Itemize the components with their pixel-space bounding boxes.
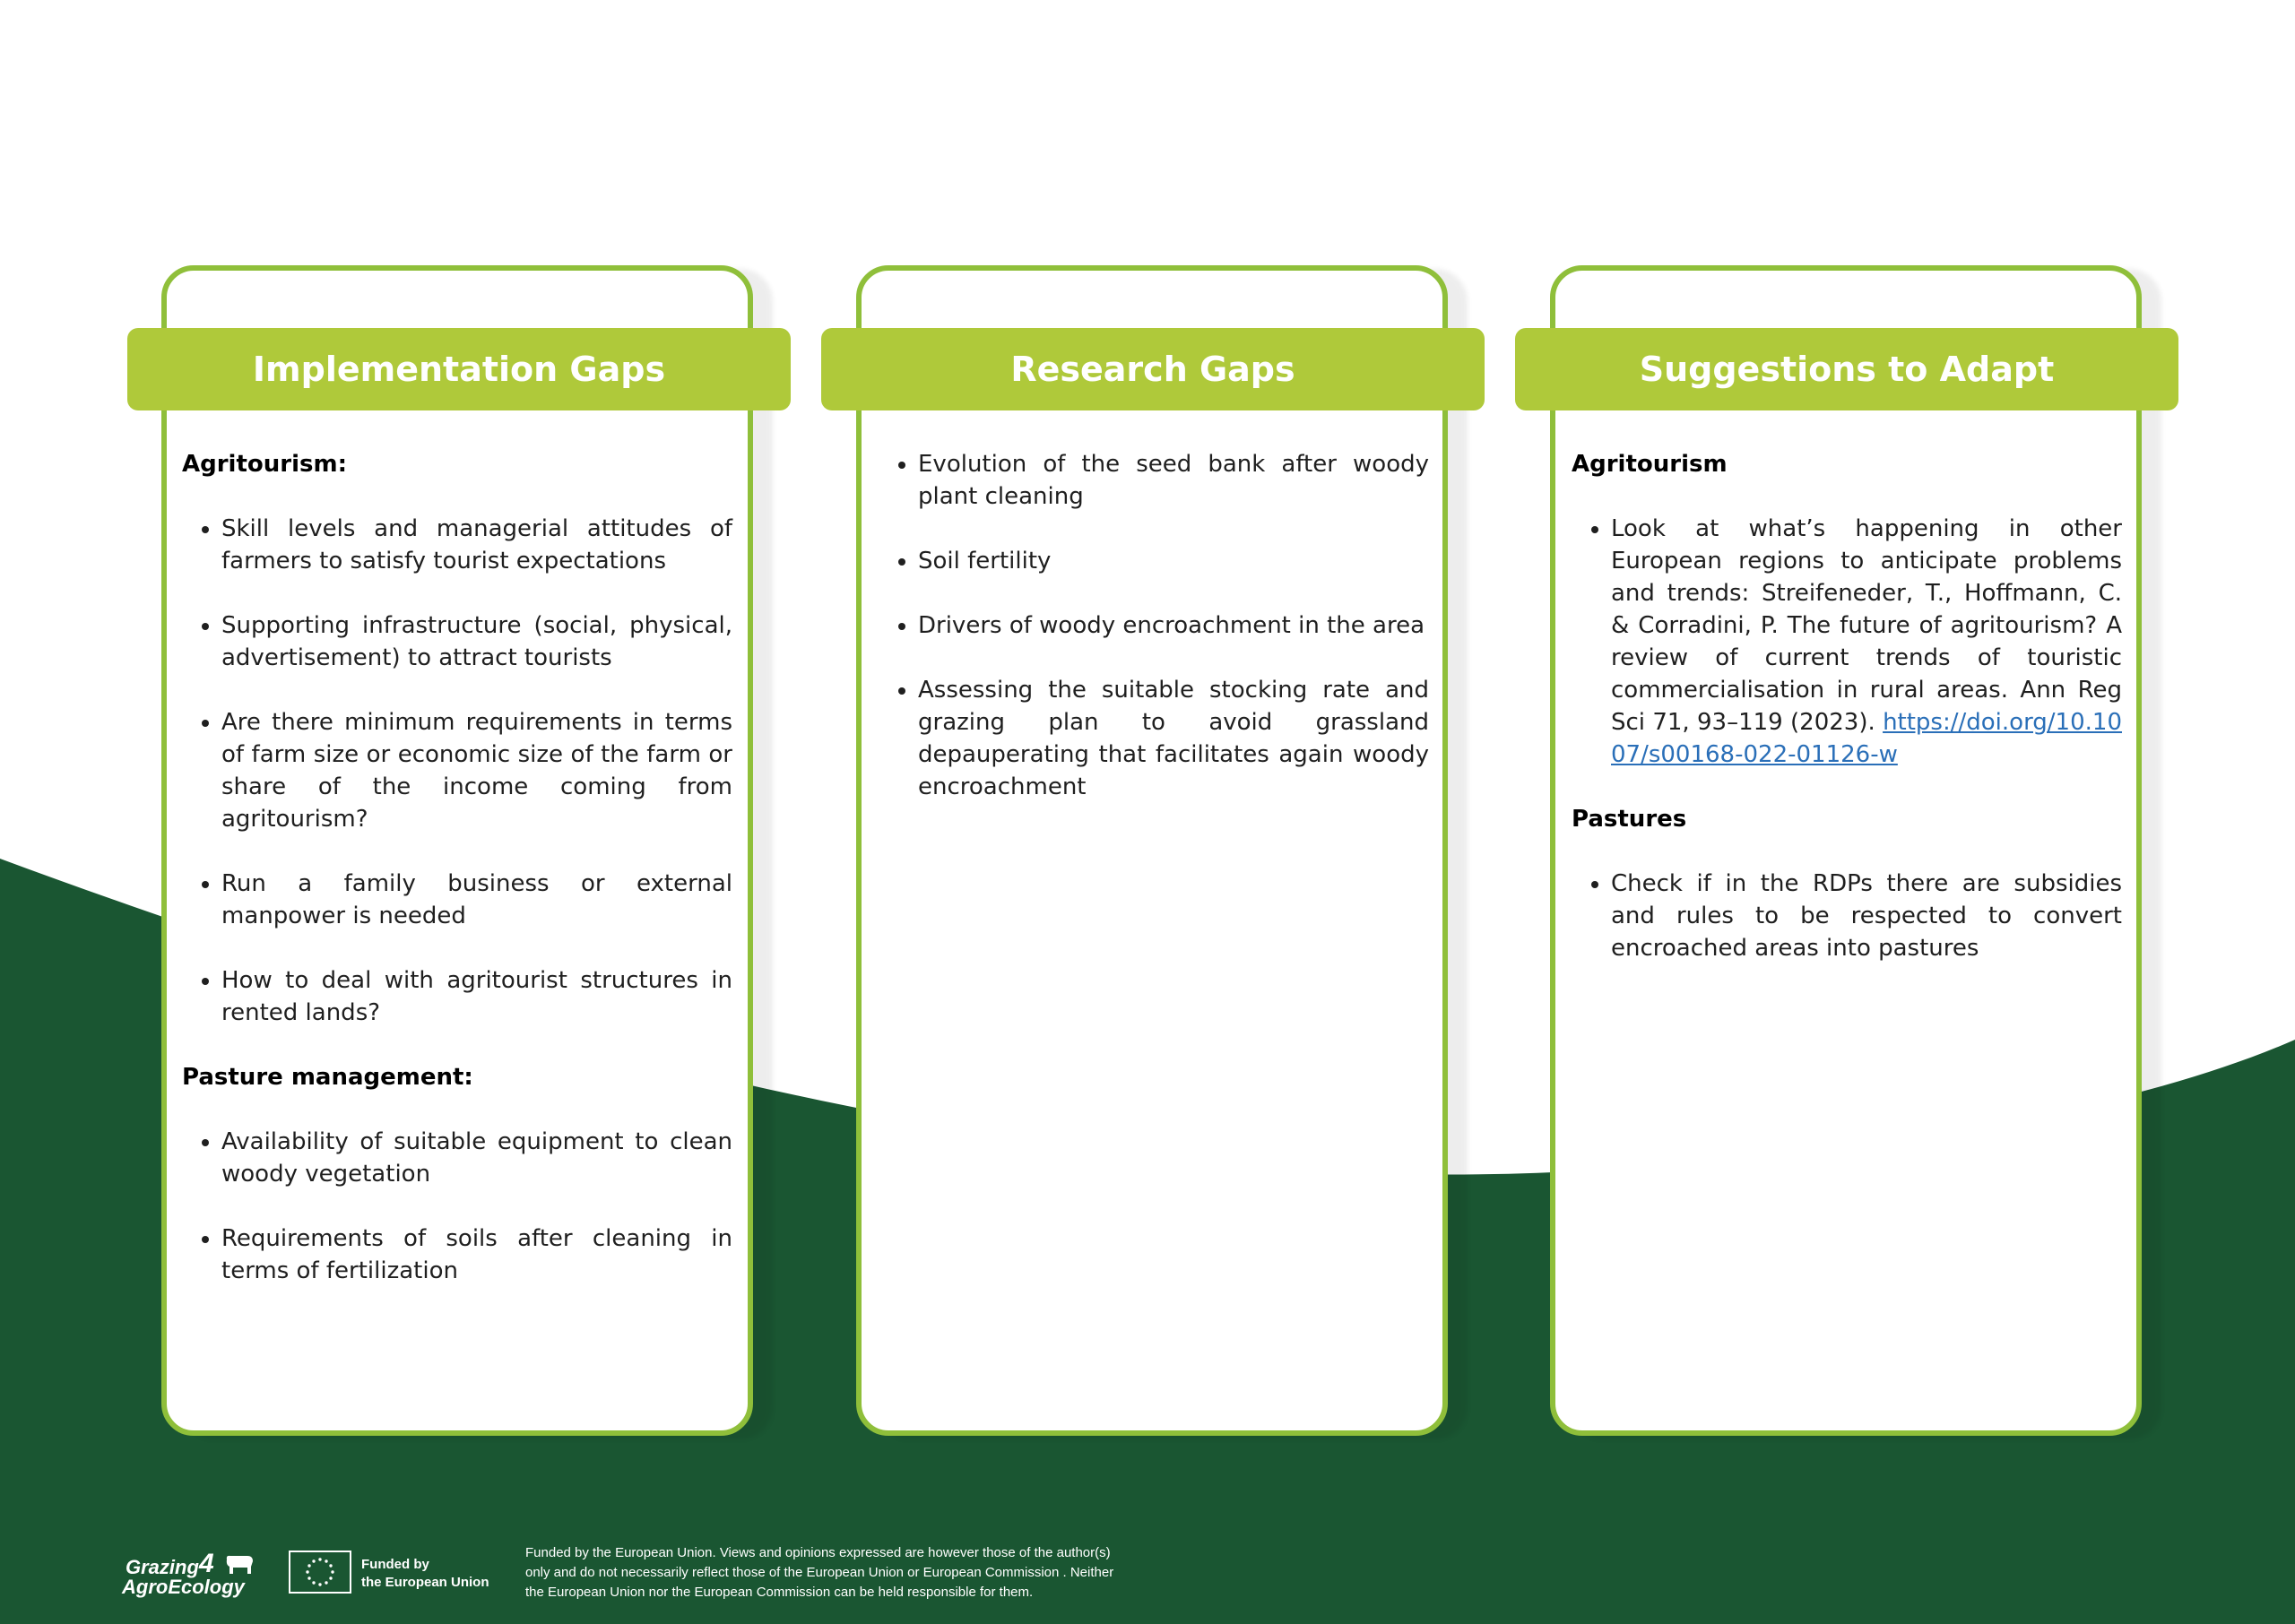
doi-link[interactable]: https://doi.org/10.1007/s00168-022-01126-w: [1611, 709, 2122, 768]
list-item: • Skill levels and managerial attitudes of farmers to satisfy tourist expectations: [221, 513, 732, 577]
list-item: • Soil fertility: [918, 545, 1429, 577]
logo-line-agroecology: AgroEcology: [122, 1576, 245, 1598]
suggestions-header: Suggestions to Adapt: [1515, 328, 2178, 410]
list-item: • Evolution of the seed bank after woody plant cleaning: [918, 448, 1429, 513]
research-gaps-header: Research Gaps: [821, 328, 1485, 410]
implementation-gaps-header: Implementation Gaps: [127, 328, 791, 410]
logo-line-grazing: Grazing: [126, 1556, 199, 1578]
agritourism-suggestion-list: [1572, 513, 2122, 771]
list-item: • Are there minimum requirements in terms of farm size or economic size of the farm or share of the income coming from agritourism?: [221, 706, 732, 835]
eu-flag-icon: [289, 1551, 351, 1594]
list-item: [1611, 513, 2122, 771]
disclaimer-line: Funded by the European Union. Views and opinions expressed are however those of the author(s): [525, 1545, 1111, 1560]
agritourism-gap-list: [182, 513, 732, 1029]
research-gap-list: [879, 448, 1429, 803]
section-heading-pasture-management: Pasture management:: [182, 1064, 473, 1091]
pastures-suggestion-list: [1572, 868, 2122, 964]
eu-funding-line2: the European Union: [361, 1575, 489, 1590]
logo-number: 4: [199, 1549, 214, 1578]
research-gaps-body: [879, 448, 1429, 835]
list-item: • Drivers of woody encroachment in the area: [918, 609, 1429, 642]
list-item: • How to deal with agritourist structures in rented lands?: [221, 964, 732, 1029]
list-item: • Check if in the RDPs there are subsidies and rules to be respected to convert encroached areas into pastures: [1611, 868, 2122, 964]
eu-funding-line1: Funded by: [361, 1557, 429, 1572]
disclaimer-line: the European Union nor the European Commission can be held responsible for them.: [525, 1585, 1034, 1600]
list-item: • Assessing the suitable stocking rate and grazing plan to avoid grassland depauperating that facilitates again woody encroachment: [918, 674, 1429, 803]
section-heading-agritourism: Agritourism: [1572, 451, 1728, 478]
reference-text: Look at what’s happening in other European regions to anticipate problems and trends: Streifeneder, T., Hoffmann, C. & Corradini, P. The future of agritourism? A review of current trends of touristic commercialisation in rural areas. Ann Reg Sci 71, 93–119 (2023).: [1611, 515, 2122, 736]
eu-stars-icon: [290, 1552, 350, 1592]
eu-funding-label: [361, 1556, 489, 1592]
disclaimer-line: only and do not necessarily reflect those of the European Union or European Commission . Neither: [525, 1565, 1114, 1580]
pasture-gap-list: [182, 1126, 732, 1287]
list-item: • Availability of suitable equipment to clean woody vegetation: [221, 1126, 732, 1190]
list-item: • Supporting infrastructure (social, physical, advertisement) to attract tourists: [221, 609, 732, 674]
footer: [0, 1524, 2295, 1624]
section-heading-agritourism: Agritourism:: [182, 451, 347, 478]
implementation-gaps-body: [182, 448, 732, 1319]
disclaimer-text: [525, 1543, 1243, 1602]
cow-icon: [224, 1552, 255, 1576]
list-item: • Requirements of soils after cleaning in terms of fertilization: [221, 1222, 732, 1287]
section-heading-pastures: Pastures: [1572, 806, 1687, 833]
suggestions-body: [1572, 448, 2122, 997]
list-item: • Run a family business or external manpower is needed: [221, 868, 732, 932]
research-gaps-card: [856, 265, 1448, 1436]
